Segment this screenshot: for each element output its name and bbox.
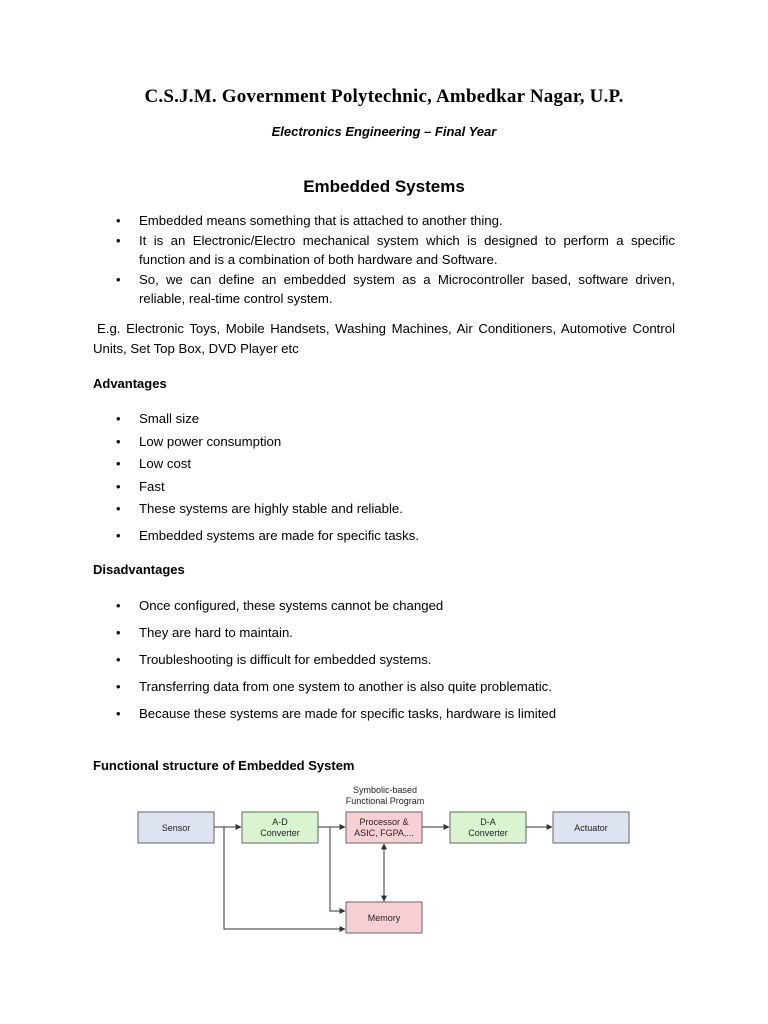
da-converter-label-line2: Converter — [468, 828, 508, 838]
ad-converter-label-line1: A-D — [272, 817, 288, 827]
list-item: • Embedded systems are made for specific tasks. — [0, 526, 675, 546]
list-item: • Transferring data from one system to another is also quite problematic. — [0, 677, 675, 697]
sensor-label: Sensor — [161, 823, 191, 833]
list-item: • Because these systems are made for specific tasks, hardware is limited — [0, 704, 675, 724]
diagram-heading: Functional structure of Embedded System — [93, 758, 355, 773]
ad-to-memory-arrow — [330, 827, 345, 911]
list-item: • Once configured, these systems cannot be changed — [0, 596, 675, 616]
course-subtitle: Electronics Engineering – Final Year — [271, 124, 497, 139]
list-item: • Small size — [0, 409, 675, 429]
list-item: • Embedded means something that is attached to another thing. — [0, 211, 675, 231]
processor-label-line1: Processor & — [359, 817, 409, 827]
page-title: Embedded Systems — [303, 177, 465, 196]
disadvantages-heading: Disadvantages — [93, 562, 185, 577]
list-item: • It is an Electronic/Electro mechanical system which is designed to perform a specific function and is a combination of both hardware and Software. — [0, 231, 675, 270]
list-item: • These systems are highly stable and reliable. — [0, 499, 675, 519]
examples-paragraph: E.g. Electronic Toys, Mobile Handsets, Washing Machines, Air Conditioners, Automotive Control Units, Set Top Box, DVD Player etc — [93, 321, 675, 356]
advantages-list — [0, 409, 675, 548]
list-item: • Low cost — [0, 454, 675, 474]
list-item: • So, we can define an embedded system as a Microcontroller based, software driven, reliable, real-time control system. — [0, 270, 675, 309]
list-item: • Troubleshooting is difficult for embedded systems. — [0, 650, 675, 670]
program-label-line1: Symbolic-based — [352, 785, 418, 795]
program-label-line2: Functional Program — [345, 796, 425, 806]
college-name: C.S.J.M. Government Polytechnic, Ambedkar Nagar, U.P. — [144, 86, 624, 107]
intro-bullet-list — [0, 211, 675, 309]
disadvantages-list — [0, 596, 675, 731]
advantages-heading: Advantages — [93, 376, 167, 391]
list-item: • Fast — [0, 477, 675, 497]
list-item: • They are hard to maintain. — [0, 623, 675, 643]
functional-structure-diagram — [130, 782, 640, 942]
processor-label-line2: ASIC, FGPA,... — [354, 828, 414, 838]
ad-converter-label-line2: Converter — [260, 828, 300, 838]
da-converter-label-line1: D-A — [480, 817, 496, 827]
actuator-label: Actuator — [574, 823, 608, 833]
list-item: • Low power consumption — [0, 432, 675, 452]
memory-label: Memory — [367, 913, 401, 923]
